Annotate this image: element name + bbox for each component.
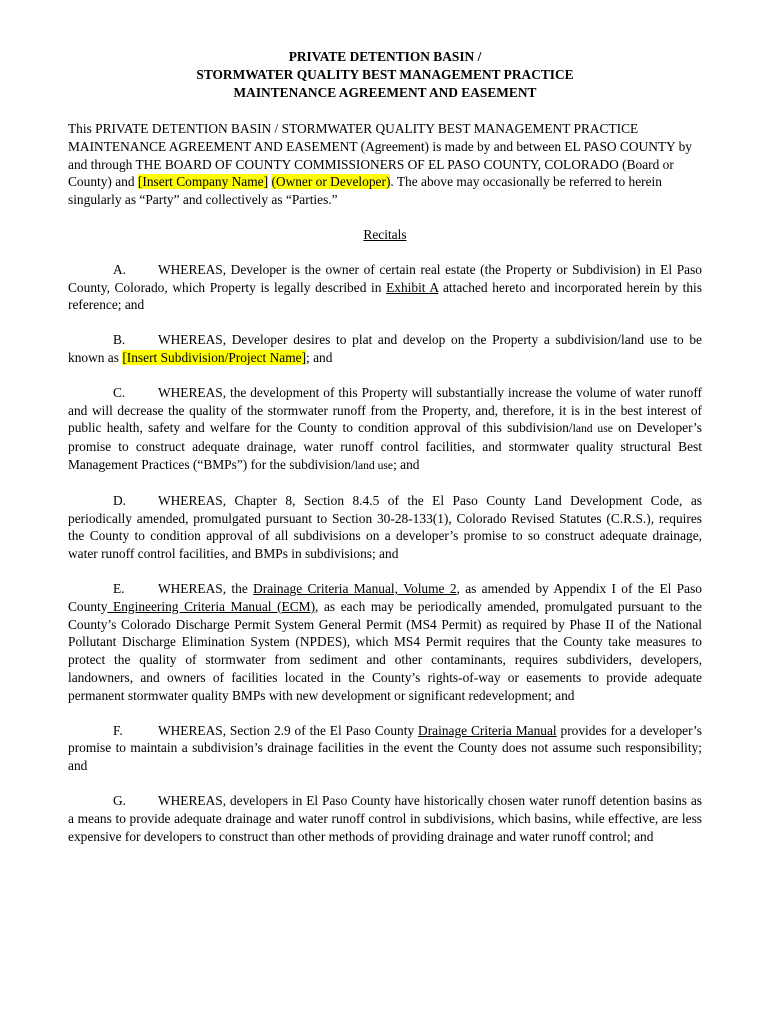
engineering-criteria-manual-link[interactable]: Engineering Criteria Manual (ECM) (107, 598, 316, 614)
recital-text: provides for a developer’s promise to maintain a subdivision’s drainage facilities in the event the County does not assume such responsibility; and (68, 722, 702, 774)
recital-f (68, 722, 702, 775)
recital-text: WHEREAS, Chapter 8, Section 8.4.5 of the El Paso County Land Development Code, as periodically amended, promulgated pursuant to Section 30-28-133(1), Colorado Revised Statutes (C.R.S.), requires the County to condition approval of all subdivisions on a developer’s promise to so construct adequate drainage, water runoff control facilities, and BMPs in subdivisions; and (68, 492, 702, 562)
recital-text: , as amended by Appendix I of the El Paso County (68, 580, 702, 614)
recital-text: attached hereto and incorporated herein by this reference; and (68, 279, 702, 313)
recital-letter: D. (113, 492, 127, 508)
document-title (68, 48, 702, 102)
intro-paragraph (68, 120, 702, 209)
recital-text: WHEREAS, Section 2.9 of the El Paso County (158, 722, 419, 738)
recital-c (68, 384, 702, 475)
owner-developer-placeholder[interactable]: (Owner or Developer) (271, 174, 391, 190)
drainage-criteria-manual-link[interactable]: Drainage Criteria Manual (418, 722, 557, 738)
recital-text: on Developer’s promise to construct adequate drainage, water runoff control facilities, and stormwater quality structural Best Management Practices (“BMPs”) for the subdivision/ (68, 420, 702, 472)
recital-text: WHEREAS, the (158, 580, 254, 596)
recital-text: WHEREAS, Developer is the owner of certain real estate (the Property or Subdivision) in El Paso County, Colorado, which Property is legally described in (68, 261, 702, 295)
recital-text: WHEREAS, the development of this Property will substantially increase the volume of water runoff and will decrease the quality of the stormwater runoff from the Property, and, therefore, it is in the best interest of public health, safety and welfare for the County to condition approval of this subdivision/ (68, 384, 702, 436)
recital-small-text: land use (354, 458, 394, 472)
drainage-criteria-manual-vol2-link[interactable]: Drainage Criteria Manual, Volume 2 (253, 580, 457, 596)
recital-text: WHEREAS, developers in El Paso County have historically chosen water runoff detention basins as a means to provide adequate drainage and water runoff control in subdivisions, which basins, while effective, are less expensive for developers to construct than other methods of providing drainage and water runoff control; and (68, 792, 702, 844)
recital-letter: F. (113, 722, 123, 738)
title-line-3: MAINTENANCE AGREEMENT AND EASEMENT (233, 85, 537, 100)
intro-text: This PRIVATE DETENTION BASIN / STORMWATER QUALITY BEST MANAGEMENT PRACTICE MAINTENANCE AGREEMENT AND EASEMENT (Agreement) is made by and between EL PASO COUNTY by and through THE BOARD OF COUNTY COMMISSIONERS OF EL PASO COUNTY, COLORADO (Board or County) and (68, 121, 692, 190)
recital-letter: C. (113, 384, 126, 400)
recital-small-text: land use (572, 422, 613, 436)
title-line-1: PRIVATE DETENTION BASIN / (288, 49, 482, 64)
recital-letter: E. (113, 580, 125, 596)
subdivision-name-placeholder[interactable]: [Insert Subdivision/Project Name] (122, 349, 307, 365)
intro-text-end: . The above may occasionally be referred to herein singularly as “Party” and collectively as “Parties.” (68, 174, 662, 208)
recital-letter: G. (113, 792, 127, 808)
recital-a (68, 261, 702, 314)
recital-text: ; and (393, 456, 420, 472)
recital-d (68, 492, 702, 563)
title-line-2: STORMWATER QUALITY BEST MANAGEMENT PRACTICE (196, 67, 574, 82)
recital-text: WHEREAS, Developer desires to plat and develop on the Property a subdivision/land use to be known as (68, 332, 702, 365)
recital-letter: B. (113, 332, 126, 348)
recital-text: ; and (306, 349, 333, 365)
recital-letter: A. (113, 261, 127, 277)
exhibit-a-link[interactable]: Exhibit A (386, 279, 439, 295)
recital-e (68, 580, 702, 705)
recitals-heading: Recitals (363, 226, 407, 242)
recital-g (68, 792, 702, 845)
company-name-placeholder[interactable]: [Insert Company Name] (137, 174, 269, 190)
recital-text: , as each may be periodically amended, promulgated pursuant to the County’s Colorado Discharge Permit System General Permit (MS4 Permit) as required by Phase II of the National Pollutant Discharge Elimination System (NPDES), which MS4 Permit requires that the County take measures to protect the quality of stormwater from sediment and other contaminants, requires subdividers, developers, landowners, and owners of facilities located in the County’s rights-of-way or easements to provide adequate permanent stormwater quality BMPs with new development or significant redevelopment; and (68, 598, 702, 703)
recital-b (68, 331, 702, 367)
